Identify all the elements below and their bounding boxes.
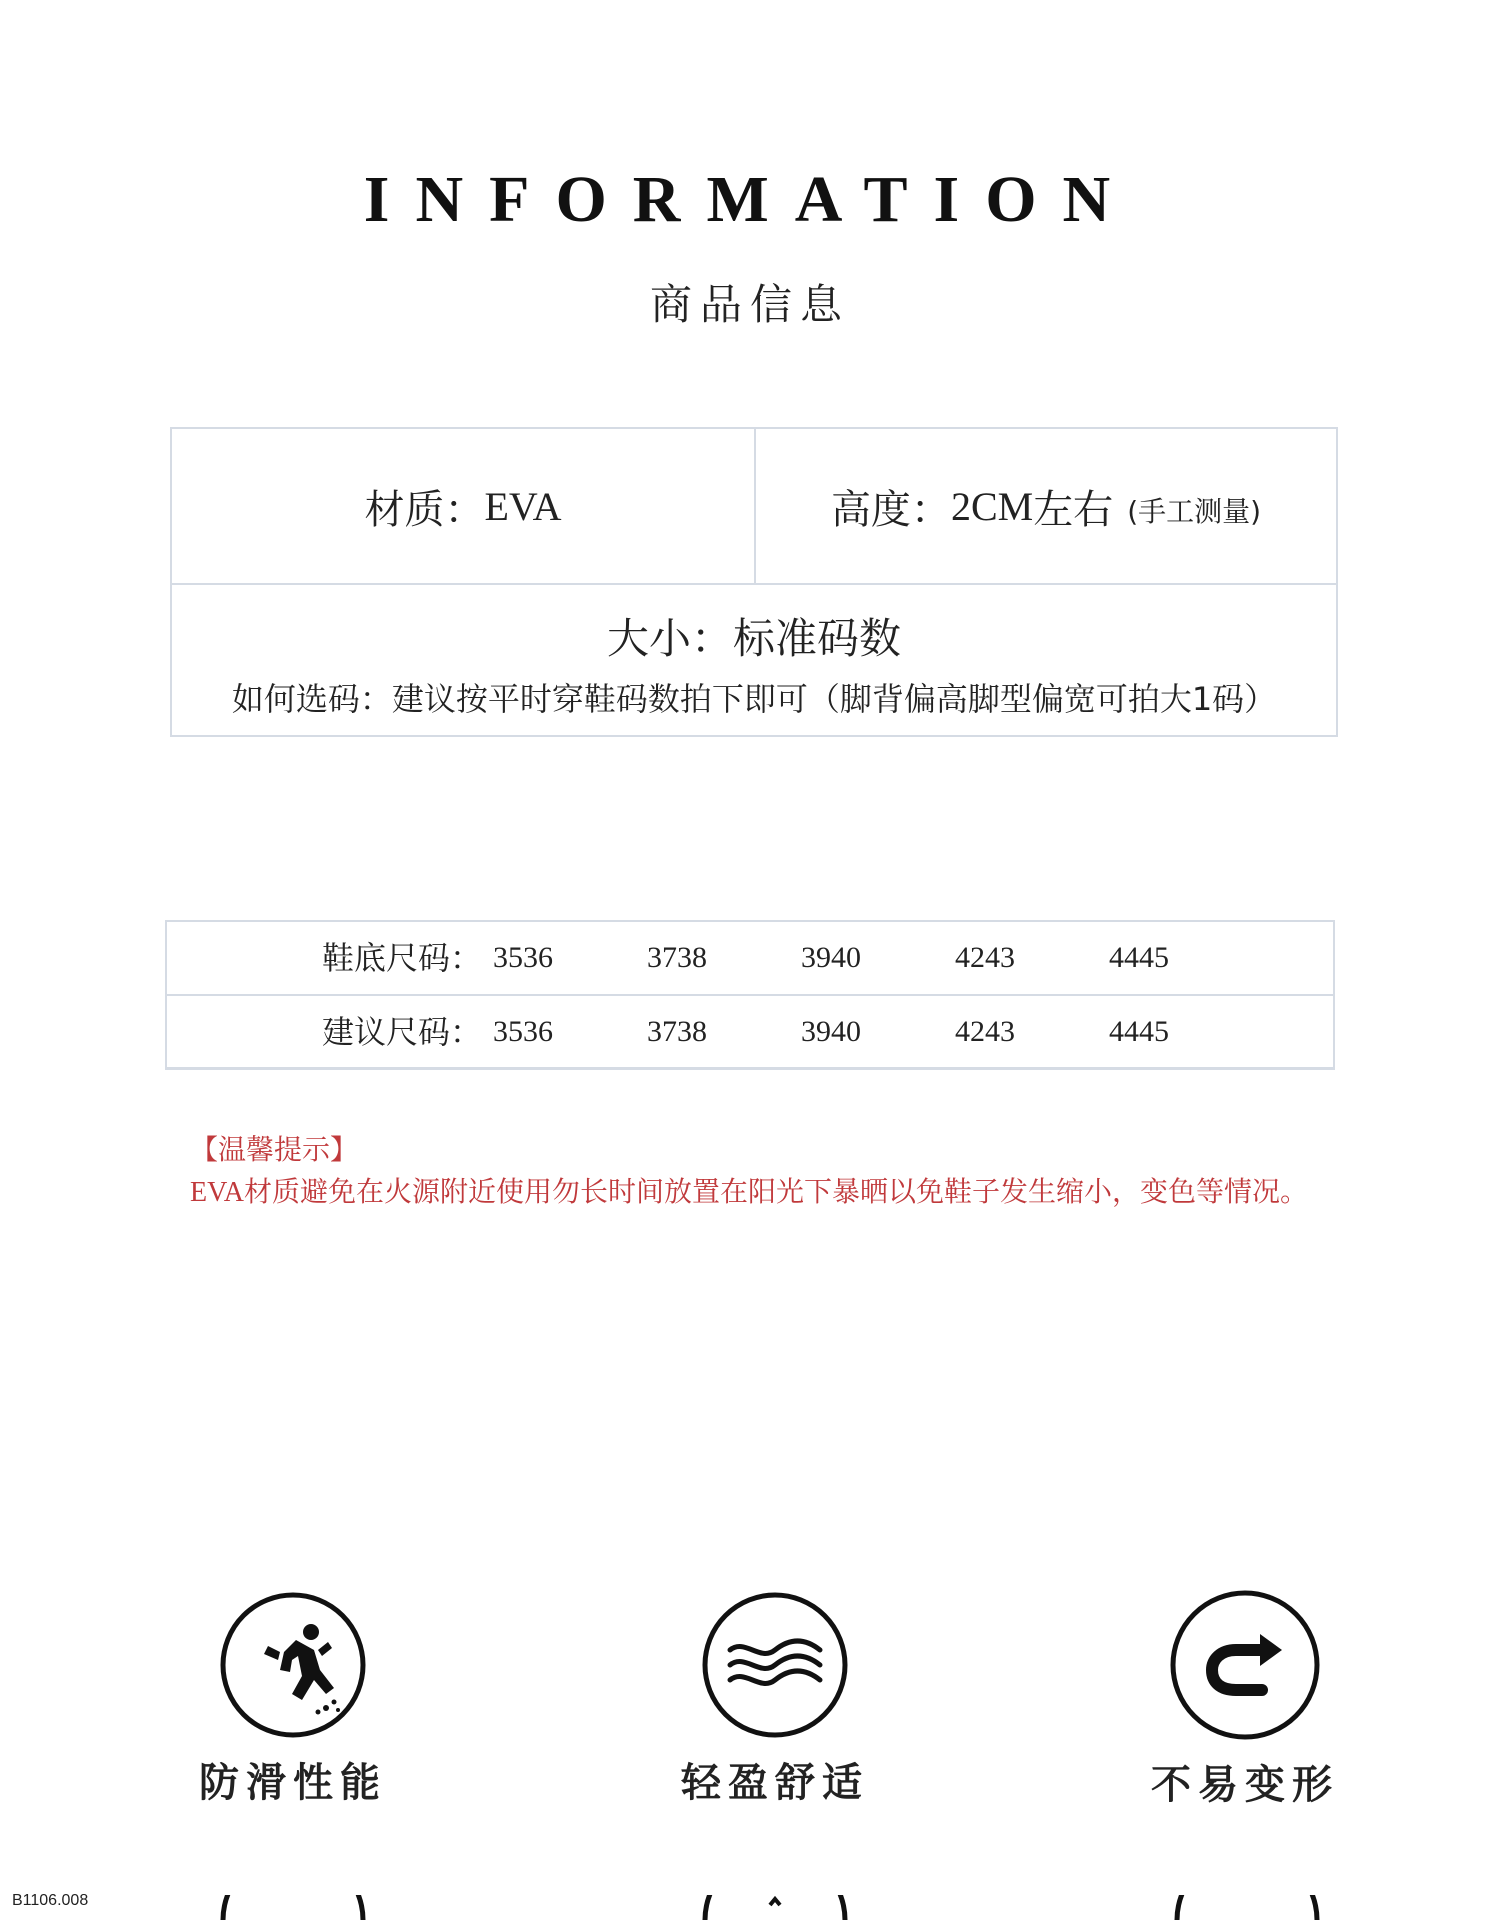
page-subtitle: 商品信息 [649, 280, 850, 329]
material-cell [172, 429, 754, 583]
height-cell [756, 429, 1336, 583]
feature-no-deform [1095, 1588, 1395, 1810]
height-note: (手工测量) [1127, 495, 1262, 528]
material-value: EVA [484, 483, 562, 529]
feature-label: 轻盈舒适 [681, 1760, 869, 1806]
row-label: 鞋底尺码： [322, 939, 483, 977]
size-chart-table [165, 920, 1335, 1070]
product-code: B1106.008 [12, 1892, 89, 1909]
height-value: 2CM [950, 483, 1034, 529]
partial-circle-icon [218, 1895, 368, 1920]
material-label: 材质： [364, 486, 485, 533]
feature-label: 不易变形 [1151, 1762, 1339, 1808]
wave-icon [700, 1590, 850, 1740]
feature-anti-slip [143, 1590, 443, 1808]
return-arrow-icon [1168, 1588, 1322, 1742]
size-value: 3536 [493, 941, 553, 974]
tip-body-text: 材质避免在火源附近使用勿长时间放置在阳光下暴晒以免鞋子发生缩小，变色等情况。 [243, 1175, 1308, 1208]
size-guide: 如何选码：建议按平时穿鞋码数拍下即可（脚背偏高脚型偏宽可拍大1码） [231, 680, 1277, 718]
size-value: 3536 [493, 1015, 553, 1048]
table-divider [172, 583, 1336, 585]
feature-lightweight [625, 1590, 925, 1808]
partial-circle-icon [700, 1895, 850, 1920]
feature-label: 防滑性能 [199, 1760, 387, 1806]
size-title: 大小：标准码数 [606, 614, 901, 663]
partial-circle-icon [1172, 1895, 1322, 1920]
size-value: 3940 [801, 1015, 861, 1048]
size-value: 4243 [955, 1015, 1015, 1048]
page-title: INFORMATION [363, 163, 1137, 236]
size-value: 4445 [1109, 1015, 1169, 1048]
size-value: 3738 [647, 941, 707, 974]
size-value: 3940 [801, 941, 861, 974]
tip-body [190, 1172, 1308, 1213]
height-label: 高度： [830, 486, 951, 533]
product-info-table [170, 427, 1338, 737]
table-row [167, 922, 1333, 996]
size-value: 4445 [1109, 941, 1169, 974]
height-suffix: 左右 [1033, 486, 1114, 533]
size-value: 4243 [955, 941, 1015, 974]
size-value: 3738 [647, 1015, 707, 1048]
row-label: 建议尺码： [322, 1013, 483, 1051]
table-row [167, 996, 1333, 1068]
tip-heading: 【温馨提示】 [190, 1133, 359, 1166]
slip-icon [218, 1590, 368, 1740]
tip-body-prefix: EVA [190, 1177, 244, 1208]
